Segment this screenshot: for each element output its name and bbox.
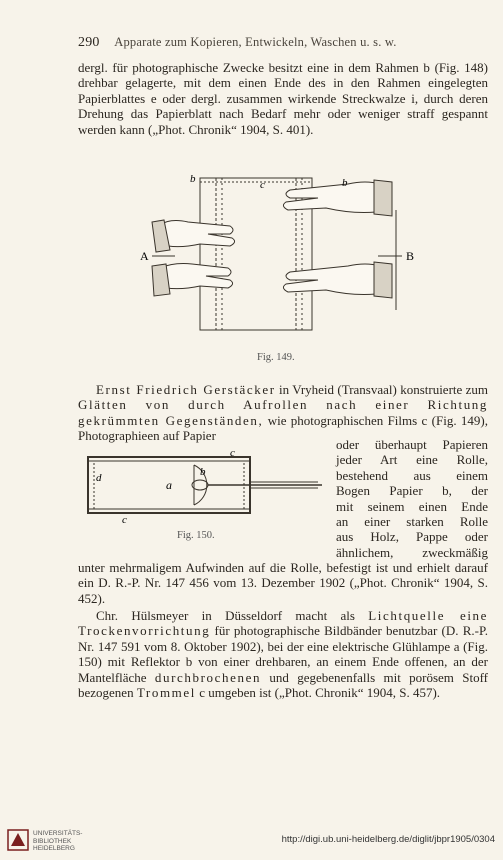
fig150-label-b: b — [200, 466, 206, 478]
fig150-label-d: d — [96, 472, 102, 484]
library-logo-text: UNIVERSITÄTS- BIBLIOTHEK HEIDELBERG — [33, 830, 83, 852]
figure-149-drawing — [130, 170, 430, 348]
para3-spaced-3: Trommel — [136, 685, 196, 701]
fig149-label-b-right: b — [342, 177, 348, 189]
figure-150-drawing — [82, 447, 332, 527]
wrap-line: an einer starken Rolle — [336, 514, 488, 530]
fig150-label-a: a — [166, 478, 172, 492]
running-title: Apparate zum Kopieren, Entwickeln, Waschen u. s. w. — [114, 35, 397, 49]
para2-line2-a: konstruierte zum — [400, 382, 488, 397]
fig150-label-c-top: c — [230, 447, 235, 459]
paragraph-2-start — [78, 382, 488, 444]
inventor-name-1: Ernst Friedrich Gerstäcker — [96, 382, 276, 397]
paragraph-2-end: unter mehrmaligem Aufwinden auf die Rolle, befestigt ist und erhielt darauf ein D. R.-P. Nr. 147 456 vom 13. Dezember 1902 („Phot. Chronik“ 1904, S. 452). — [78, 560, 488, 606]
para2-line3: wie photographischen Films c (Fig. 149), Photographieen auf Papier — [78, 412, 488, 444]
source-url-link[interactable]: http://digi.ub.uni-heidelberg.de/diglit/jbpr1905/0304 — [281, 834, 495, 845]
figure-150-caption: Fig. 150. — [177, 530, 215, 541]
para2-rest-line1: in Vryheid (Transvaal) — [279, 382, 397, 397]
right-hands — [283, 180, 392, 298]
figure-149-caption: Fig. 149. — [257, 352, 295, 363]
wrap-line: jeder Art eine Rolle, — [336, 452, 488, 468]
fig149-label-A: A — [140, 249, 149, 263]
fig149-label-B: B — [406, 249, 415, 263]
para3-spaced-1: Lichtquelle eine Trockenvorrichtung — [78, 608, 489, 639]
para3-spaced-2: durchbrochenen — [154, 669, 262, 685]
page-number: 290 — [78, 35, 100, 50]
wrap-line: bestehend aus einem — [336, 467, 488, 483]
library-logo-icon — [6, 828, 30, 852]
para3-end: c umgeben ist („Phot. Chronik“ 1904, S. 457). — [199, 685, 441, 701]
wrap-line: mit seinem einen Ende — [336, 498, 488, 514]
wrap-line: aus Holz, Pappe oder — [336, 529, 488, 545]
para3-start: Chr. Hülsmeyer in Düsseldorf macht als — [96, 608, 355, 623]
fig150-label-c-bottom: c — [122, 514, 127, 526]
footer — [0, 822, 503, 860]
running-header — [78, 35, 428, 51]
figure-149 — [130, 170, 430, 363]
paragraph-1: dergl. für photographische Zwecke besitzt eine in dem Rahmen b (Fig. 148) drehbar gelagerte, mit dem einen Ende des in den Rahmen eingelegten Papierblattes e oder dergl. zusammen wirkende Streckwalze i, durch deren Drehung das Papierblatt nach Bedarf mehr oder weniger straff gespannt werden kann („Phot. Chronik“ 1904, S. 401). — [78, 60, 488, 137]
para3-mid: für photographische Bildbänder benutzbar (D. R.-P. Nr. 147 591 vom 8. Oktober 1902), bei der eine elektrische Glühlampe a (Fig. 150) mit Reflektor b von einer drehbaren, an einem Ende offenen, an der Mantelfläche — [78, 623, 489, 685]
fig149-label-c: c — [260, 179, 265, 191]
fig149-label-b-left: b — [190, 173, 196, 185]
figure-150 — [82, 447, 332, 541]
para2-spaced-phrase: Glätten von durch Aufrollen nach einer Richtung gekrümmten Gegenständen, — [78, 397, 488, 428]
para3-mid2: und gegebenenfalls mit porösem Stoff bezogenen — [78, 669, 488, 701]
wrap-line: Bogen Papier b, der — [336, 483, 488, 499]
paragraph-3 — [78, 608, 488, 700]
wrap-text-block — [336, 437, 488, 560]
wrap-line: oder überhaupt Papieren — [336, 437, 488, 452]
wrap-line: ähnlichem, zweckmäßig — [336, 544, 488, 560]
